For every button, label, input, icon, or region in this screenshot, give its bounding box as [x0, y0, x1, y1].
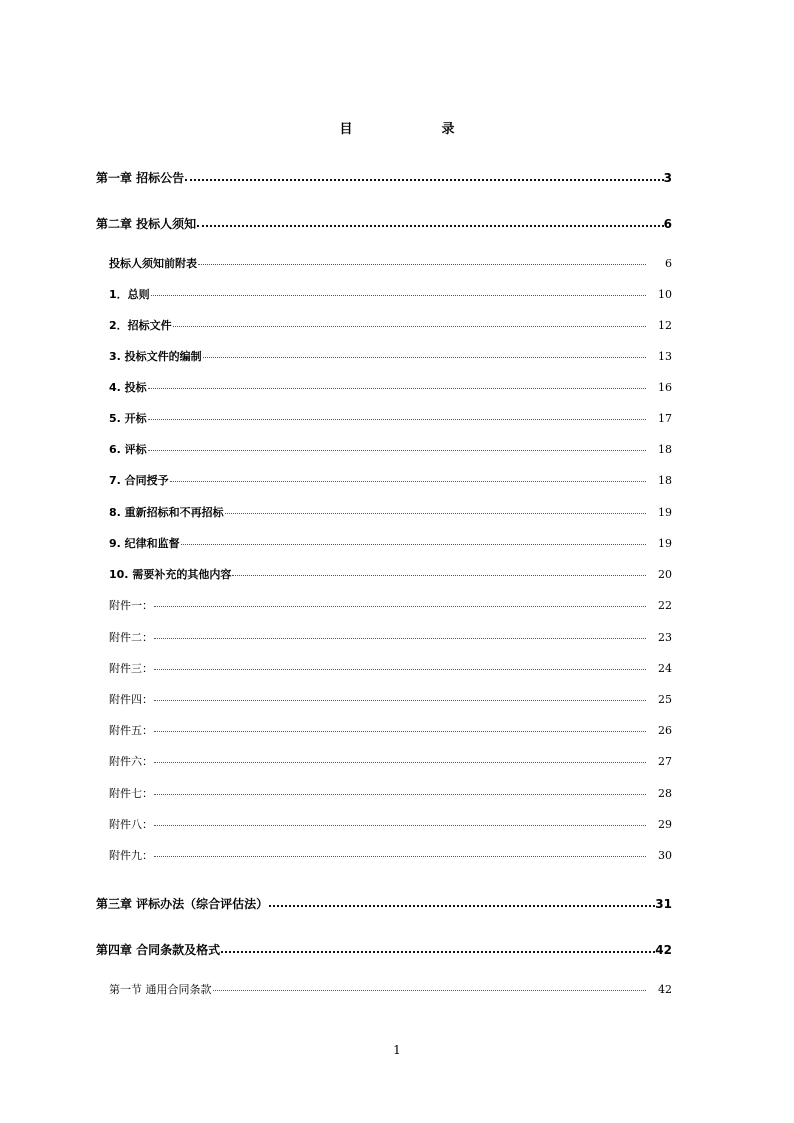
- toc-entry-page: 19: [658, 537, 672, 550]
- toc-dot-leader: [148, 408, 646, 420]
- toc-entry-page: 6: [665, 257, 672, 270]
- toc-dot-leader: [198, 253, 646, 265]
- toc-entry-page: 16: [658, 381, 672, 394]
- toc-entry[interactable]: [109, 504, 672, 520]
- toc-entry-page: 30: [658, 849, 672, 862]
- toc-dot-leader: [221, 939, 655, 953]
- toc-dot-leader: [154, 751, 646, 763]
- toc-dot-leader: [151, 284, 646, 296]
- toc-entry-label: 10. 需要补充的其他内容: [109, 568, 232, 581]
- toc-entry-page: 20: [658, 568, 672, 581]
- toc-dot-leader: [173, 315, 646, 327]
- toc-entry-label: 附件七：: [109, 787, 153, 800]
- toc-entry-page: 12: [658, 319, 672, 332]
- toc-entry-label: 4. 投标: [109, 381, 147, 394]
- toc-entry-page: 13: [658, 350, 672, 363]
- toc-dot-leader: [148, 377, 646, 389]
- toc-entry-label: 附件四：: [109, 693, 153, 706]
- toc-dot-leader: [154, 595, 646, 607]
- toc-entry-label: 第一章 招标公告: [96, 171, 185, 185]
- toc-entry[interactable]: [109, 566, 672, 582]
- toc-entry-label: 附件九：: [109, 849, 153, 862]
- toc-entry[interactable]: [109, 660, 672, 676]
- toc-entry-page: 18: [658, 443, 672, 456]
- toc-entry[interactable]: [109, 981, 672, 997]
- toc-dot-leader: [185, 167, 663, 181]
- toc-entry-page: 6: [663, 217, 672, 231]
- toc-entry-label: 第三章 评标办法（综合评估法）: [96, 897, 269, 911]
- toc-entry-label: 8. 重新招标和不再招标: [109, 506, 224, 519]
- toc-dot-leader: [154, 720, 646, 732]
- toc-entry-page: 18: [658, 474, 672, 487]
- toc-entry-page: 10: [658, 288, 672, 301]
- toc-entry-label: 附件八：: [109, 818, 153, 831]
- toc-entry-page: 24: [658, 662, 672, 675]
- toc-dot-leader: [225, 502, 646, 514]
- toc-entry-label: 附件三：: [109, 662, 153, 675]
- toc-entry-label: 6. 评标: [109, 443, 147, 456]
- toc-dot-leader: [154, 658, 646, 670]
- toc-entry-page: 25: [658, 693, 672, 706]
- toc-dot-leader: [154, 783, 646, 795]
- page-number: 1: [393, 1043, 401, 1057]
- toc-entry-label: 9. 纪律和监督: [109, 537, 180, 550]
- toc-entry-label: 附件二：: [109, 631, 153, 644]
- toc-entry[interactable]: [109, 629, 672, 645]
- toc-dot-leader: [213, 979, 647, 991]
- toc-entry-page: 3: [663, 171, 672, 185]
- toc-entry[interactable]: [109, 785, 672, 801]
- toc-entry-page: 17: [658, 412, 672, 425]
- toc-dot-leader: [269, 893, 655, 907]
- toc-entry-page: 27: [658, 755, 672, 768]
- toc-dot-leader: [232, 564, 646, 576]
- toc-entry[interactable]: [109, 410, 672, 426]
- toc-entry-label: 投标人须知前附表: [109, 257, 197, 270]
- toc-dot-leader: [197, 213, 663, 227]
- toc-entry[interactable]: [109, 816, 672, 832]
- toc-entry-page: 42: [655, 943, 672, 957]
- toc-entry-label: 第四章 合同条款及格式: [96, 943, 221, 957]
- toc-entry[interactable]: [109, 691, 672, 707]
- toc-entry-label: 附件五：: [109, 724, 153, 737]
- toc-entry[interactable]: [109, 597, 672, 613]
- toc-dot-leader: [170, 470, 646, 482]
- toc-entry[interactable]: [109, 255, 672, 271]
- toc-entry-page: 28: [658, 787, 672, 800]
- page-title: 目 录: [339, 122, 493, 137]
- toc-entry[interactable]: [109, 379, 672, 395]
- toc-dot-leader: [154, 627, 646, 639]
- toc-entry[interactable]: [109, 753, 672, 769]
- toc-dot-leader: [148, 439, 646, 451]
- toc-entry[interactable]: [109, 286, 672, 302]
- toc-entry-label: 5. 开标: [109, 412, 147, 425]
- toc-dot-leader: [154, 689, 646, 701]
- toc-entry-label: 第二章 投标人须知: [96, 217, 197, 231]
- toc-entry-label: 1．总则: [109, 288, 150, 301]
- toc-entry[interactable]: [109, 847, 672, 863]
- toc-dot-leader: [181, 533, 646, 545]
- toc-entry-label: 7. 合同授予: [109, 474, 169, 487]
- toc-entry[interactable]: [109, 722, 672, 738]
- toc-entry-label: 第一节 通用合同条款: [109, 983, 212, 996]
- toc-entry[interactable]: [109, 348, 672, 364]
- toc-entry-page: 22: [658, 599, 672, 612]
- toc-entry[interactable]: [109, 472, 672, 488]
- toc-entry[interactable]: [96, 214, 672, 232]
- toc-dot-leader: [203, 346, 646, 358]
- toc-entry-page: 31: [655, 897, 672, 911]
- toc-dot-leader: [154, 814, 646, 826]
- toc-entry[interactable]: [109, 535, 672, 551]
- toc-entry-page: 42: [658, 983, 672, 996]
- toc-entry-page: 29: [658, 818, 672, 831]
- toc-dot-leader: [154, 845, 646, 857]
- toc-entry[interactable]: [109, 317, 672, 333]
- toc-entry[interactable]: [109, 441, 672, 457]
- toc-entry-label: 3. 投标文件的编制: [109, 350, 202, 363]
- toc-entry[interactable]: [96, 894, 672, 912]
- toc-entry-page: 23: [658, 631, 672, 644]
- toc-entry-page: 26: [658, 724, 672, 737]
- toc-entry-label: 2．招标文件: [109, 319, 172, 332]
- toc-entry-page: 19: [658, 506, 672, 519]
- toc-entry[interactable]: [96, 940, 672, 958]
- toc-entry-label: 附件六：: [109, 755, 153, 768]
- toc-entry-label: 附件一：: [109, 599, 153, 612]
- toc-entry[interactable]: [96, 168, 672, 186]
